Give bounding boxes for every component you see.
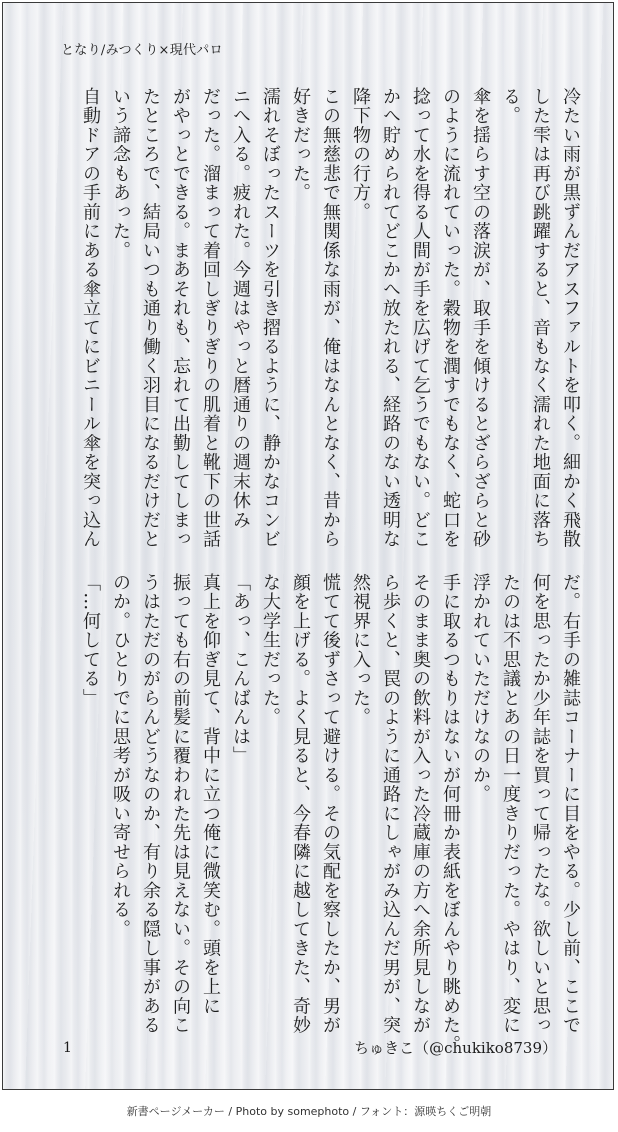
text-line: 「あっ、こんばんは」 xyxy=(230,573,251,766)
text-line: る。 xyxy=(500,87,521,126)
text-line: ニへ入る。疲れた。今週はやっと暦通りの週末休み xyxy=(230,87,251,530)
author-credit: ちゅきこ（@chukiko8739） xyxy=(354,1039,557,1057)
text-line: この無慈悲で無関係な雨が、俺はなんとなく、昔から xyxy=(320,87,341,549)
text-line: 傘を揺らす空の落涙が、取手を傾けるとざらざらと砂 xyxy=(470,87,491,549)
text-line: たのは不思議とあの日一度きりだった。やはり、変に xyxy=(500,573,521,1035)
text-line: そのまま奥の飲料が入った冷蔵庫の方へ余所見しなが xyxy=(410,573,431,1035)
text-line: 手に取るつもりはないが何冊か表紙をぼんやり眺めた。 xyxy=(440,573,461,1055)
text-line: かへ貯められてどこかへ放たれる、経路のない透明な xyxy=(380,87,401,549)
text-line: 慌てて後ずさって避ける。その気配を察したか、男が xyxy=(320,573,341,1035)
upper-text-block xyxy=(75,87,585,549)
text-line: な大学生だった。 xyxy=(260,573,281,727)
text-line: 降下物の行方。 xyxy=(350,87,371,222)
text-line: だった。溜まって着回しぎりぎりの肌着と靴下の世話 xyxy=(200,87,221,549)
text-line: がやっとできる。まあそれも、忘れて出勤してしまっ xyxy=(170,87,191,549)
text-line: 真上を仰ぎ見て、背中に立つ俺に微笑む。頭を上に xyxy=(200,573,221,1016)
text-line: 冷たい雨が黒ずんだアスファルトを叩く。細かく飛散 xyxy=(560,87,581,549)
generator-credit: 新書ページメーカー / Photo by somephoto / フォント：源暎ちくご明朝 xyxy=(126,1105,492,1118)
text-line: うはただのがらんどうなのか、有り余る隠し事がある xyxy=(140,573,161,1035)
text-line: した雫は再び跳躍すると、音もなく濡れた地面に落ち xyxy=(530,87,551,549)
text-line: 「…何してる」 xyxy=(80,573,101,708)
text-line: たところで、結局いつも通り働く羽目になるだけだと xyxy=(140,87,161,549)
text-line: 振っても右の前髪に覆われた先は見えない。その向こ xyxy=(170,573,191,1035)
book-page xyxy=(2,2,614,1090)
text-line: 自動ドアの手前にある傘立てにビニール傘を突っ込ん xyxy=(80,87,101,549)
text-line: 捻って水を得る人間が手を広げて乞うでもない。どこ xyxy=(410,87,431,549)
text-line: 浮かれていただけなのか。 xyxy=(470,573,491,804)
text-line: だ。右手の雑誌コーナーに目をやる。少し前、ここで xyxy=(560,573,581,1035)
text-line: 然視界に入った。 xyxy=(350,573,371,727)
page-number: 1 xyxy=(63,1040,72,1056)
text-line: 何を思ったか少年誌を買って帰ったな。欲しいと思っ xyxy=(530,573,551,1035)
text-line: ら歩くと、罠のように通路にしゃがみ込んだ男が、突 xyxy=(380,573,401,1035)
text-line: 顔を上げる。よく見ると、今春隣に越してきた、奇妙 xyxy=(290,573,311,1035)
text-line: のか。ひとりでに思考が吸い寄せられる。 xyxy=(110,573,131,939)
text-line: 好きだった。 xyxy=(290,87,311,203)
text-line: のように流れていった。穀物を潤すでもなく、蛇口を xyxy=(440,87,461,549)
running-header: となり/みつくり×現代パロ xyxy=(61,43,223,58)
text-line: 濡れそぼったスーツを引き摺るように、静かなコンビ xyxy=(260,87,281,549)
text-line: いう諦念もあった。 xyxy=(110,87,131,261)
